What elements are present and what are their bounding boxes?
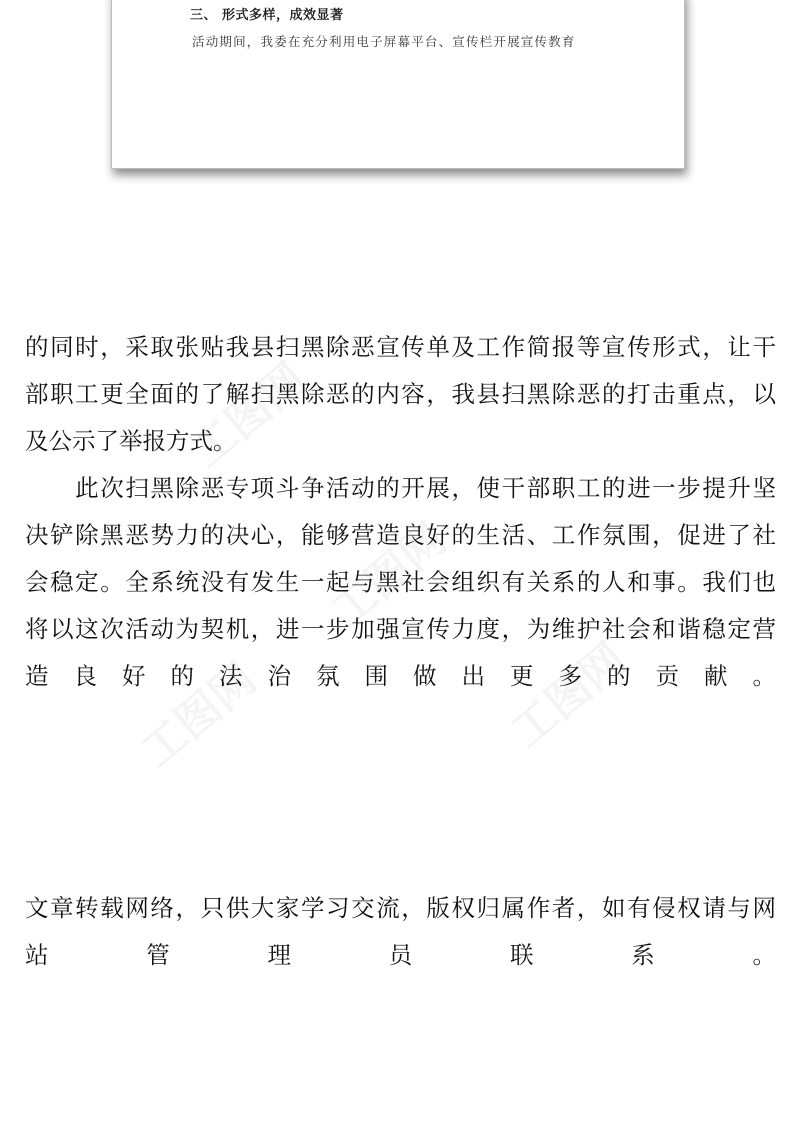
body-line: 此次扫黑除恶专项斗争活动的开展，使干部职工的进一步提升坚 xyxy=(25,474,776,502)
body-line: 将以这次活动为契机，进一步加强宣传力度，为维护社会和谐稳定营 xyxy=(25,615,776,643)
body-line: 造良好的法治氛围做出更多的贡献。 xyxy=(25,662,776,690)
body-line: 决铲除黑恶势力的决心，能够营造良好的生活、工作氛围，促进了社 xyxy=(25,521,776,549)
embedded-document-card xyxy=(111,0,685,169)
body-line: 部职工更全面的了解扫黑除恶的内容，我县扫黑除恶的打击重点，以 xyxy=(25,380,776,408)
body-line: 会稳定。全系统没有发生一起与黑社会组织有关系的人和事。我们也 xyxy=(25,568,776,596)
section-heading: 三、 形式多样，成效显著 xyxy=(190,8,344,23)
body-line: 及公示了举报方式。 xyxy=(25,427,237,455)
body-line: 的同时，采取张贴我县扫黑除恶宣传单及工作简报等宣传形式，让干 xyxy=(25,333,776,361)
footer-line: 站管理员联系。 xyxy=(25,941,776,969)
footer-line: 文章转载网络，只供大家学习交流，版权归属作者，如有侵权请与网 xyxy=(25,894,776,922)
section-text: 活动期间，我委在充分利用电子屏幕平台、宣传栏开展宣传教育 xyxy=(192,34,576,49)
